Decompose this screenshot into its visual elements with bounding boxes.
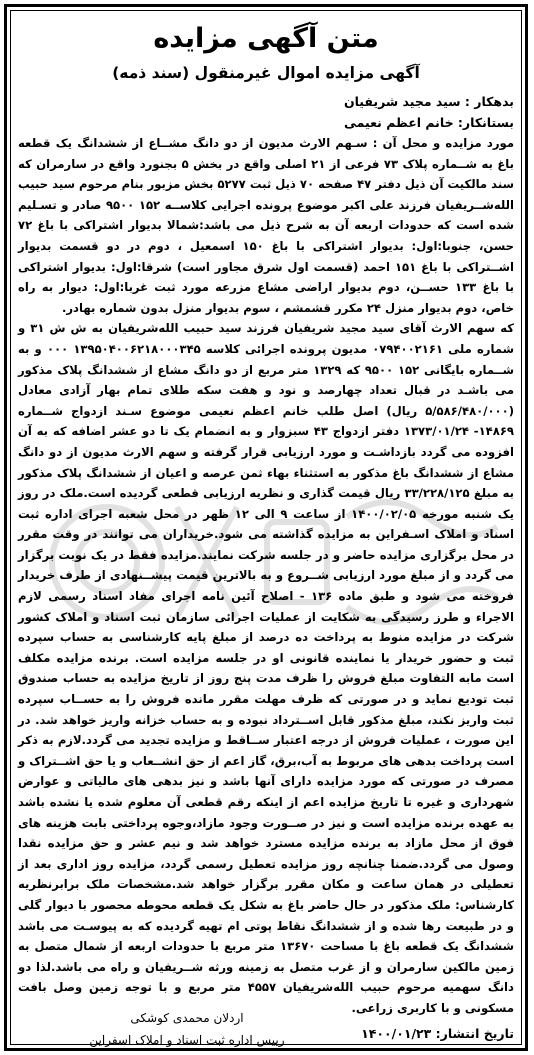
creditor-line: بستانکار: خانم اعظم نعیمی — [344, 115, 514, 130]
debtor-line: بدهکار : سید مجید شریفیان — [343, 94, 514, 109]
signatory-name: اردلان محمدی کوشکی — [130, 1011, 244, 1025]
notice-content — [7, 7, 525, 1044]
publication-date: تاریخ انتشار: ۱۴۰۰/۰۱/۲۳ — [361, 1025, 514, 1041]
notice-title: متن آگهی مزایده — [153, 23, 379, 54]
signature-block — [47, 1007, 327, 1051]
notice-frame — [4, 4, 528, 1051]
property-description-paragraph: مورد مزایده و محل آن : سـهم الارث مدیون از دو دانگ مشــاع از ششدانگ یک قطعه باغ به شــماره پلاک ۷۳ فرعی از ۲۱ اصلی واقع در بخش ۵ بجنورد واقع در سارمران که سند مالکیت آن ذیل دفتر ۴۷ صفحه ۷۰ ذیل ثبت ۵۲۷۷ بخش مزبور بنام مرحوم سید حبیب الله‌شــریفیان فرزند علی اکبر موضوع پرونده اجرایی کلاســه ۱۵۲ ۹۵۰۰ صادر و تسـلیم شده است که حدودات اربعه آن به شرح ذیل می باشد:شمالا بدیوار اشتراکی با باغ ۷۲ حسن، جنوبا:اول: بدیوار اشتراکی با باغ ۱۵۰ اسمعیل ، دوم در دو قسمت بدیوار اشــتراکی با باغ ۱۵۱ احمد (قسمت اول شرق مجاور است) شرقا:اول: بدیوار اشتراکی با باغ ۱۳۳ حســن، دوم بدیوار اراضی مشاع مزرعه مورد ثبت غربا:اول: دیوار به راه خاص، دوم بدیوار منزل ۲۴ مکرر قشمشم ، سوم بدیوار منزل بدون شماره بهادر. — [18, 136, 515, 315]
signatory-position: رییس اداره ثبت اسناد و املاک اسفراین — [89, 1033, 285, 1047]
notice-subtitle: آگهی مزایده اموال غیرمنقول (سند ذمه) — [112, 64, 420, 82]
auction-terms-paragraph: که سهم الارث آقای سید مجید شریفیان فرزند سید حبیب الله‌شریفیان به ش ش ۳۱ و شماره ملی ۰۷۹۴۰۰۲۱۶۱ مدیون پرونده اجرائی کلاسه ۱۳۹۵۰۴۰۰۶۲۱۸۰۰۰۳۴۵ ۰۰۰ و به شــماره بایگانی ۱۵۲ ۹۵۰۰ که ۱۳۲۹ متر مربع از دو دانگ مشاع از ششدانگ پلاک مذکور می باشـد در قبال تعداد چهارصد و نود و هفت سکه طلای تمام بهار آزادی معادل (۵/۵۸۶/۴۸۰/۰۰۰ ریال) اصل طلب خانم اعظم نعیمی موضوع سـند ازدواج شــماره ۱۴۸۶۹- ۱۳۷۳/۰۱/۲۴ دفتر ازدواج ۴۳ سبزوار و به انضمام یک تا دو عشر اضافه که به آن افزوده می گردد بازداشـت و مورد ارزیابی قرار گرفته و سهم الارث مدیون از دو دانگ مشاع از ششدانگ باغ مذکور به استثناء بهاء ثمن عرصه و اعیان از ششدانگ پلاک مذکور به مبلغ ۳۳/۲۲۸/۱۲۵ ریال قیمت گذاری و نظریه ارزیابی قطعی گردیده است.ملک در روز یک شنبه مورخه ۱۴۰۰/۰۲/۰۵ از ساعت ۹ الی ۱۲ ظهر در محل شعبه اجرای اداره ثبت اسناد و املاک اسـفراین به مزایده گذاشته می شود.خریداران می توانند در وقت مقرر در محل برگزاری مزایده حاضر و در جلسه شرکت نمایند.مزایده فقط در یک نوبت برگزار می گردد و از مبلغ مورد ارزیابی شــروع و به بالاترین قیمت پیشــنهادی از طرف خریدار فروخته می شود و طبق ماده ۱۳۶ - اصلاح آئین نامه اجرای مفاد اسناد رسمی لازم الاجراء و طرز رسیدگی به شکایت از عملیات اجرائی سازمان ثبت اسناد و املاک کشور شرکت در مزایده منوط به پرداخت ده درصد از مبلغ پایه کارشناسی به حساب سپرده ثبت و حضور خریدار یا نماینده قانونی او در جلسه مزایده است. برنده مزایده مکلف است مابه التفاوت مبلغ فروش را ظرف مدت پنج روز از تاریخ مزایده به حساب صندوق ثبت تودیع نماید و در صورتی که ظرف مهلت مقرر مانده فروش را به حســاب سپرده ثبت واریز نکند، مبلغ مذکور قابل اســترداد نبوده و به حساب خزانه واریز خواهد شد. در این صورت ، عملیات فروش از درجه اعتبار ســاقط و مزایده تجدید می گردد.لازم به ذکر است پرداخت بدهی های مربوط به آب،برق، گاز اعم از حق انشــعاب و یا حق اشــتراک و مصرف در صورتی که مورد مزایده دارای آنها باشد و نیز بدهی های مالیاتی و عوارض شهرداری و غیره تا تاریخ مزایده اعم از اینکه رقم قطعی آن معلوم شده یا نشده باشد به عهده برنده مزایده است و نیز در صــورت وجود مازاد،وجوه پرداختی بابت هزینه های فوق از محل مازاد به برنده مزایده مسترد خواهد شد و نیم عشر و حق مزایده نقدا وصول می گردد.ضمنا چنانچه روز مزایده تعطیل رسمی گردد، مزایده روز اداری بعد از تعطیلی در همان ساعت و مکان مقرر برگزار خواهد شد.مشخصات ملک برابرنظریه کارشناس: ملک مذکور در حال حاضر باغ به شکل یک قطعه محوطه محصور با دیوار گلی و در طبیعت رها شده و از ششدانگ نقاط پوتی ام تهیه گردیده که به پیوسـت می باشد ششدانگ یک قطعه باغ با مساحت ۱۳۶۷۰ متر مربع با حدودات اربعه از شمال متصل به زمین مالکین سارمران و از غرب متصل به زمینه ورثه شــریفیان و راه می باشد.لذا دو دانگ سهمیه مرحوم حبیب الله‌شریفیان ۴۵۵۷ متر مربع و با توجه زمین وصل بافت مسکونی و با کاربری زراعی. — [18, 321, 514, 1015]
